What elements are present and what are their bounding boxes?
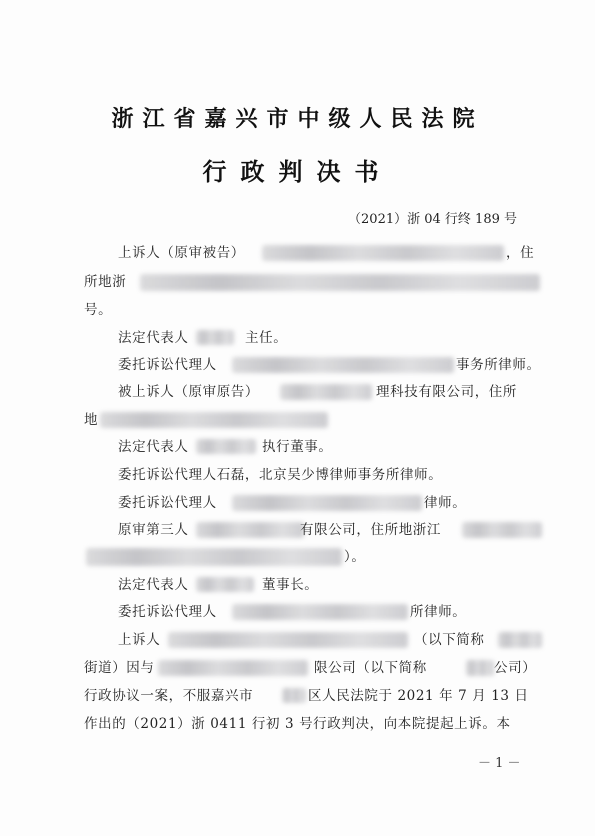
text-fragment: 律师。 bbox=[424, 495, 467, 511]
third-party-label: 原审第三人 bbox=[118, 522, 189, 538]
case-number: （2021）浙 04 行终 189 号 bbox=[348, 212, 517, 227]
redacted-block bbox=[466, 660, 494, 676]
text-fragment: 地 bbox=[84, 412, 99, 428]
redacted-block bbox=[168, 632, 408, 648]
legal-rep-label: 法定代表人 bbox=[118, 330, 189, 346]
text-fragment: （以下简称 bbox=[414, 632, 485, 648]
appellee-label: 被上诉人（原审原告） bbox=[118, 384, 259, 400]
agent-label: 委托诉讼代理人 bbox=[118, 604, 217, 620]
redacted-block bbox=[262, 245, 504, 261]
redacted-block bbox=[86, 548, 342, 566]
redacted-block bbox=[196, 577, 254, 592]
agent-label: 委托诉讼代理人 bbox=[118, 495, 217, 511]
legal-rep-label: 法定代表人 bbox=[118, 439, 189, 455]
text-fragment: 街道）因与 bbox=[84, 660, 155, 676]
court-name: 浙江省嘉兴市中级人民法院 bbox=[111, 106, 484, 132]
agent-line: 委托诉讼代理人石磊，北京吴少博律师事务所律师。 bbox=[118, 467, 443, 483]
legal-rep-label: 法定代表人 bbox=[118, 577, 189, 593]
text-fragment: 执行董事。 bbox=[262, 439, 333, 455]
redacted-block bbox=[196, 439, 256, 454]
redacted-block bbox=[196, 522, 304, 538]
text-fragment: 有限公司，住所地浙江 bbox=[300, 522, 441, 538]
redacted-block bbox=[232, 495, 422, 511]
text-fragment: 董事长。 bbox=[262, 577, 319, 593]
page-number: － 1 － bbox=[478, 756, 521, 771]
text-fragment: 作出的（2021）浙 0411 行初 3 号行政判决，向本院提起上诉。本 bbox=[84, 716, 511, 732]
appellant-label: 上诉人（原审被告） bbox=[118, 245, 245, 261]
redacted-block bbox=[158, 660, 308, 676]
address-label: 所地浙 bbox=[84, 274, 127, 290]
redacted-block bbox=[462, 522, 542, 538]
redacted-block bbox=[196, 330, 234, 345]
redacted-block bbox=[280, 384, 372, 400]
text-fragment: ，住 bbox=[506, 245, 535, 261]
text-fragment: 区人民法院于 2021 年 7 月 13 日 bbox=[308, 688, 529, 704]
redacted-block bbox=[232, 357, 454, 373]
agent-label: 委托诉讼代理人 bbox=[118, 357, 217, 373]
text-fragment: 公司） bbox=[494, 660, 537, 676]
redacted-block bbox=[498, 632, 542, 648]
text-fragment: 限公司（以下简称 bbox=[314, 660, 427, 676]
redacted-block bbox=[282, 688, 306, 703]
text-fragment: 行政协议一案，不服嘉兴市 bbox=[84, 688, 254, 704]
text-fragment: ）。 bbox=[344, 549, 366, 565]
text-fragment: 事务所律师。 bbox=[456, 357, 541, 373]
document-title: 行政判决书 bbox=[202, 157, 393, 186]
text-fragment: 主任。 bbox=[245, 330, 288, 346]
appellant-label: 上诉人 bbox=[118, 632, 161, 648]
redacted-block bbox=[232, 604, 408, 620]
redacted-block bbox=[100, 412, 328, 428]
redacted-block bbox=[140, 274, 540, 291]
text-fragment: 号。 bbox=[84, 302, 113, 318]
text-fragment: 所律师。 bbox=[410, 604, 467, 620]
text-fragment: 理科技有限公司，住所 bbox=[376, 384, 517, 400]
